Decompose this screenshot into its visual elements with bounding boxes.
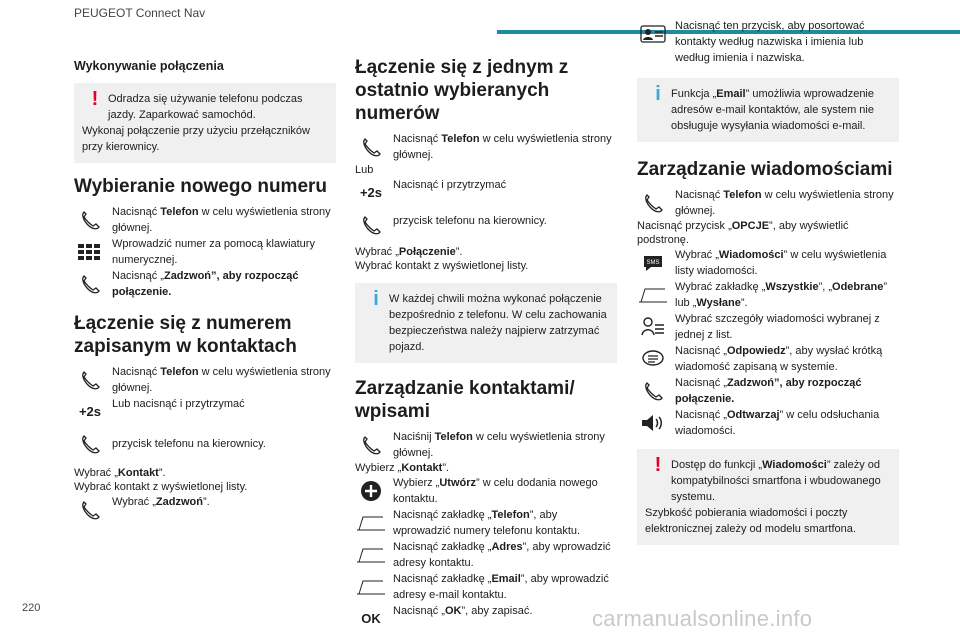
step-text: Nacisnąć Telefon w celu wyświetlenia strony głównej. — [675, 189, 894, 217]
step-text: Nacisnąć „Odtwarzaj” w celu odsłuchania wiadomości. — [675, 409, 880, 437]
phone-handset-icon — [74, 268, 106, 300]
step-row — [74, 364, 336, 396]
step-row — [637, 247, 899, 279]
phone-handset-icon — [637, 187, 669, 219]
info-icon: i — [373, 288, 379, 310]
step-row — [637, 311, 899, 343]
step-row — [637, 407, 899, 439]
tab-icon — [355, 571, 387, 603]
phone-handset-icon — [74, 428, 106, 460]
heading-new-number: Wybieranie nowego numeru — [74, 176, 328, 197]
header-title: PEUGEOT Connect Nav — [74, 6, 206, 20]
step-text: Wybierz „Kontakt”. — [355, 462, 450, 474]
step-text: Wybierz „Utwórz” w celu dodania nowego kontaktu. — [393, 477, 598, 505]
hold-2s-icon: +2s — [78, 404, 102, 419]
step-row — [637, 343, 899, 375]
info-icon: i — [655, 83, 661, 105]
heading-manage-messages: Zarządzanie wiadomościami — [637, 159, 893, 180]
step-row — [74, 494, 336, 526]
warning-text: Dostęp do funkcji „Wiadomości” zależy od kompatybilności smartfona i wbudowanego systemu. — [671, 459, 881, 503]
step-text: Wybrać „Kontakt”. — [74, 467, 166, 479]
step-text: przycisk telefonu na kierownicy. — [112, 438, 266, 450]
warning-text: Odradza się używanie telefonu podczas jazdy. Zaparkować samochód. — [108, 93, 303, 121]
step-text: Nacisnąć Telefon w celu wyświetlenia strony głównej. — [112, 206, 331, 234]
step-text: Wybrać zakładkę „Wszystkie”, „Odebrane” lub „Wysłane”. — [675, 281, 888, 309]
step-row — [355, 177, 617, 209]
step-text: Nacisnąć ten przycisk, aby posortować kontakty według nazwiska i imienia lub według imienia i nazwiska. — [675, 20, 865, 64]
tab-icon — [355, 539, 387, 571]
step-text: Lub nacisnąć i przytrzymać — [112, 398, 245, 410]
column-1 — [74, 40, 336, 526]
step-row — [74, 428, 336, 460]
add-circle-icon — [355, 475, 387, 507]
step-row — [74, 236, 336, 268]
phone-handset-icon — [355, 131, 387, 163]
step-text: Nacisnąć „Odpowiedz”, aby wysłać krótką wiadomość zapisaną w systemie. — [675, 345, 883, 373]
step-row — [355, 603, 617, 635]
step-text: Nacisnąć „OK”, aby zapisać. — [393, 605, 533, 617]
step-text: Nacisnąć i przytrzymać — [393, 179, 507, 191]
step-row — [637, 18, 899, 66]
warning-icon: ! — [654, 454, 662, 476]
heading-contact-number: Łączenie się z numerem zapisanym w kontaktach — [74, 313, 297, 357]
speaker-icon — [637, 407, 669, 439]
column-3 — [637, 18, 899, 551]
step-row — [74, 204, 336, 236]
step-text: Wybrać kontakt z wyświetlonej listy. — [74, 481, 248, 493]
step-row — [637, 375, 899, 407]
step-row — [74, 268, 336, 300]
step-row — [637, 279, 899, 311]
step-row — [355, 209, 617, 241]
section-subheading-calling: Wykonywanie połączenia — [74, 59, 224, 73]
phone-handset-icon — [637, 375, 669, 407]
warning-icon: ! — [91, 88, 99, 110]
phone-handset-icon — [355, 429, 387, 461]
step-row — [355, 475, 617, 507]
step-text: Nacisnąć zakładkę „Adres”, aby wprowadzić adresy kontaktu. — [393, 541, 611, 569]
step-text: Wprowadzić numer za pomocą klawiatury numerycznej. — [112, 238, 315, 266]
messages-icon — [637, 247, 669, 279]
step-text: Wybrać „Zadzwoń”. — [112, 496, 210, 508]
step-text: Nacisnąć zakładkę „Telefon”, aby wprowadzić numery telefonu kontaktu. — [393, 509, 581, 537]
step-row — [74, 396, 336, 428]
step-text: Wybrać szczegóły wiadomości wybranej z jednej z list. — [675, 313, 880, 341]
svg-text:SMS: SMS — [646, 260, 660, 266]
phone-handset-icon — [74, 204, 106, 236]
phone-handset-icon — [355, 209, 387, 241]
step-text: przycisk telefonu na kierownicy. — [393, 215, 547, 227]
step-row — [637, 187, 899, 219]
sort-contacts-icon — [637, 18, 669, 50]
phone-handset-icon — [74, 494, 106, 526]
step-row — [355, 507, 617, 539]
step-text: Nacisnąć „Zadzwoń”, aby rozpocząć połączenie. — [112, 270, 299, 298]
step-row — [355, 429, 617, 461]
warning-text-2: Wykonaj połączenie przy użyciu przełączników przy kierownicy. — [82, 125, 310, 153]
page-number: 220 — [22, 602, 41, 614]
warning-text-2: Szybkość pobierania wiadomości i poczty elektronicznej zależy od modelu smartfona. — [645, 507, 856, 535]
step-row — [355, 571, 617, 603]
step-text: Wybrać „Połączenie”. — [355, 246, 463, 258]
phone-handset-icon — [74, 364, 106, 396]
step-text: Wybrać kontakt z wyświetlonej listy. — [355, 260, 529, 272]
warning-box-calling — [74, 83, 336, 163]
step-row — [355, 131, 617, 163]
step-text: Lub — [355, 164, 374, 176]
step-text: Nacisnąć Telefon w celu wyświetlenia strony głównej. — [393, 133, 612, 161]
info-text: W każdej chwili można wykonać połączenie bezpośrednio z telefonu. W celu zachowania bezpieczeństwa należy najpierw zatrzymać pojazd. — [389, 293, 607, 353]
warning-box-messages — [637, 449, 899, 545]
keypad-icon — [74, 236, 106, 268]
info-box-email — [637, 78, 899, 142]
heading-manage-contacts: Zarządzanie kontaktami/ wpisami — [355, 378, 575, 422]
info-text: Funkcja „Email” umożliwia wprowadzenie adresów e-mail kontaktów, ale system nie obsługuje wysyłania wiadomości e-mail. — [671, 88, 874, 132]
step-text: Naciśnij Telefon w celu wyświetlenia strony głównej. — [393, 431, 605, 459]
message-list-icon — [637, 311, 669, 343]
step-text: Nacisnąć „Zadzwoń”, aby rozpocząć połączenie. — [675, 377, 862, 405]
step-text: Nacisnąć Telefon w celu wyświetlenia strony głównej. — [112, 366, 331, 394]
step-text: Nacisnąć przycisk „OPCJE”, aby wyświetlić podstronę. — [637, 220, 849, 246]
info-box-recent — [355, 283, 617, 363]
step-text: Wybrać „Wiadomości” w celu wyświetlenia listy wiadomości. — [675, 249, 887, 277]
step-row — [355, 539, 617, 571]
step-text: Nacisnąć zakładkę „Email”, aby wprowadzić adresy e-mail kontaktu. — [393, 573, 609, 601]
reply-icon — [637, 343, 669, 375]
tab-icon — [355, 507, 387, 539]
ok-button-icon: OK — [361, 611, 381, 626]
tab-icon — [637, 279, 669, 311]
heading-recent-numbers: Łączenie się z jednym z ostatnio wybieranych numerów — [355, 57, 569, 124]
column-2 — [355, 40, 617, 635]
hold-2s-icon: +2s — [359, 185, 383, 200]
watermark: carmanualsonline.info — [592, 606, 813, 631]
